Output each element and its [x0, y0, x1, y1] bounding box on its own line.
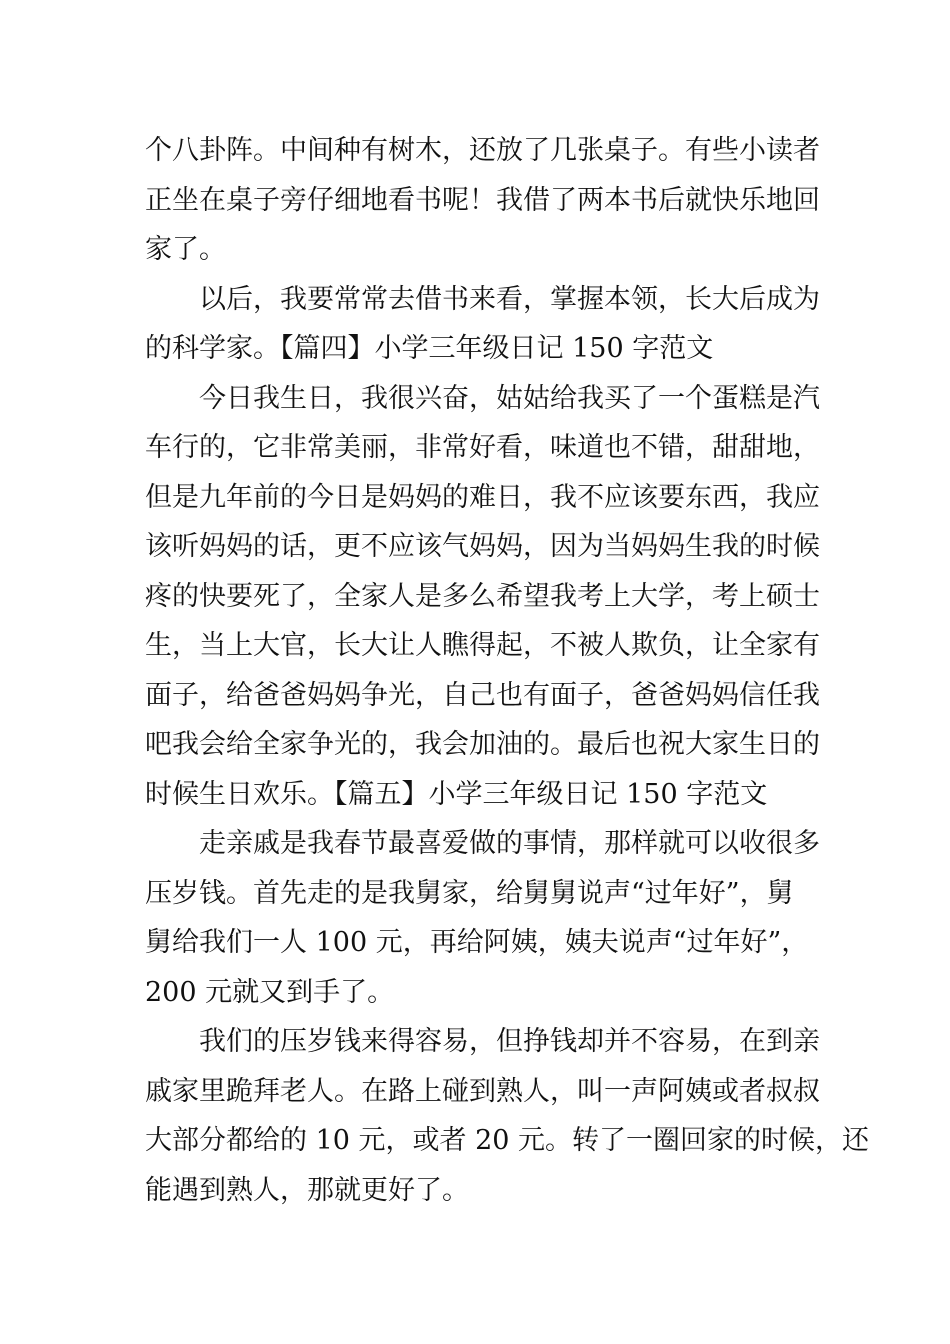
paragraph-2: [145, 275, 820, 374]
text-line: 车行的，它非常美丽，非常好看，味道也不错，甜甜地，: [145, 432, 820, 463]
text-line: 我们的压岁钱来得容易，但挣钱却并不容易，在到亲: [199, 1026, 820, 1057]
text-line: 压岁钱。首先走的是我舅家，给舅舅说声“过年好”，舅: [145, 877, 794, 909]
paragraph-4: [145, 819, 820, 1017]
text-line: 面子，给爸爸妈妈争光，自己也有面子，爸爸妈妈信任我: [145, 679, 820, 711]
text-line: 舅给我们一人 100 元，再给阿姨，姨夫说声“过年好”，: [145, 927, 809, 958]
text-line: 生，当上大官，长大让人瞧得起，不被人欺负，让全家有: [145, 630, 820, 661]
paragraph-5: [145, 1017, 870, 1215]
text-line: 吧我会给全家争光的，我会加油的。最后也祝大家生日的: [145, 729, 820, 760]
diary-text-body: [145, 126, 870, 1215]
text-line: 走亲戚是我春节最喜爱做的事情，那样就可以收很多: [199, 828, 820, 859]
text-line: 的科学家。【篇四】小学三年级日记 150 字范文: [145, 333, 714, 364]
text-line: 200 元就又到手了。: [145, 976, 395, 1008]
text-line: 但是九年前的今日是妈妈的难日，我不应该要东西，我应: [145, 481, 820, 513]
text-line: 今日我生日，我很兴奋，姑姑给我买了一个蛋糕是汽: [199, 382, 820, 414]
paragraph-1: [145, 126, 820, 275]
text-line: 家了。: [145, 234, 226, 265]
text-line: 个八卦阵。中间种有树木，还放了几张桌子。有些小读者: [145, 135, 820, 166]
text-line: 大部分都给的 10 元，或者 20 元。转了一圈回家的时候，还: [145, 1125, 870, 1156]
text-line: 时候生日欢乐。【篇五】小学三年级日记 150 字范文: [145, 778, 768, 810]
text-line: 戚家里跪拜老人。在路上碰到熟人，叫一声阿姨或者叔叔: [145, 1075, 820, 1107]
text-line: 能遇到熟人，那就更好了。: [145, 1174, 469, 1206]
text-line: 以后，我要常常去借书来看，掌握本领，长大后成为: [199, 283, 820, 315]
text-line: 该听妈妈的话，更不应该气妈妈，因为当妈妈生我的时候: [145, 531, 820, 562]
text-line: 疼的快要死了，全家人是多么希望我考上大学，考上硕士: [145, 580, 820, 612]
text-line: 正坐在桌子旁仔细地看书呢！我借了两本书后就快乐地回: [145, 184, 820, 216]
paragraph-3: [145, 374, 820, 820]
